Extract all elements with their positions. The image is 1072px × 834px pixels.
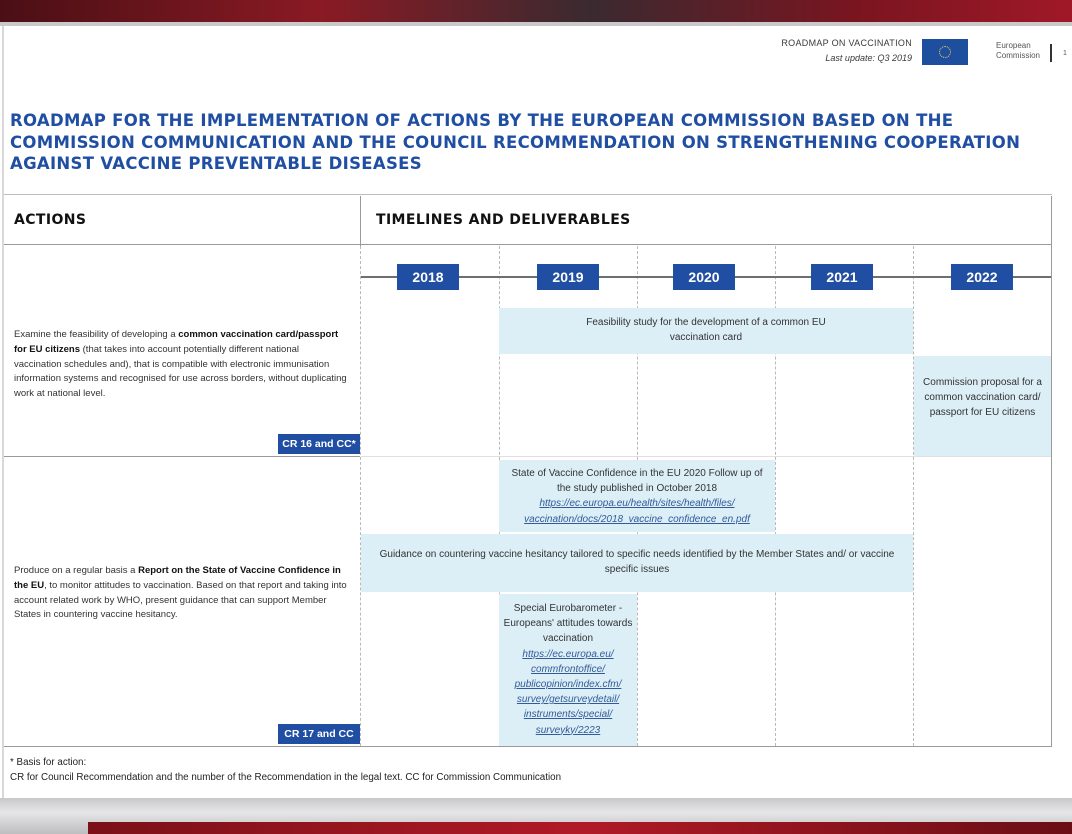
deliverable-feasibility-study: Feasibility study for the development of a common EU vaccination card — [499, 308, 913, 354]
footnote — [10, 755, 561, 785]
european-commission-logo — [922, 34, 1052, 68]
action-vaccine-confidence-report: Produce on a regular basis a Report on the State of Vaccine Confidence in the EU, to monitor attitudes to vaccination. Based on that report and taking into account related work by WHO, present guidance that can support Member States in countering vaccine hesitancy. — [14, 565, 347, 621]
video-top-band — [0, 0, 1072, 24]
year-2021: 2021 — [811, 264, 873, 290]
table-right-border — [1051, 196, 1052, 747]
basis-badge-cr16: CR 16 and CC* — [278, 434, 360, 454]
eu-flag-icon — [922, 39, 968, 65]
page-number: 1 — [1063, 50, 1067, 57]
logo-line-1: European — [996, 41, 1031, 50]
deliverable-eurobarometer — [499, 594, 637, 746]
title-divider — [4, 194, 1052, 195]
year-2022: 2022 — [951, 264, 1013, 290]
page-title: ROADMAP FOR THE IMPLEMENTATION OF ACTIONS BY THE EUROPEAN COMMISSION BASED ON THE COMMISSION COMMUNICATION AND THE COUNCIL RECOMMENDATION ON STRENGTHENING COOPERATION AGAINST VACCINE PREVENTABLE DISEASES — [10, 111, 1021, 173]
table-bottom-border — [4, 746, 1052, 747]
header-col-divider — [360, 196, 361, 246]
deliverable-confidence-report — [499, 460, 775, 532]
basis-badge-cr17: CR 17 and CC — [278, 724, 360, 744]
footnote-text: CR for Council Recommendation and the number of the Recommendation in the legal text. CC for Commission Communication — [10, 772, 562, 783]
actions-column-header: ACTIONS — [14, 212, 87, 228]
year-2018: 2018 — [397, 264, 459, 290]
confidence-report-text: State of Vaccine Confidence in the EU 2020 Follow up of the study published in October 2018 — [511, 468, 763, 495]
row-divider — [4, 456, 360, 457]
deliverable-guidance: Guidance on countering vaccine hesitancy tailored to specific needs identified by the Member States and/ or vaccine specific issues — [361, 534, 913, 592]
action-vaccination-card: Examine the feasibility of developing a common vaccination card/passport for EU citizens (that takes into account potentially different national vaccination schedules and), that is compatible with electronic immunisation information systems and recognised for use across borders, without duplicating work at national level. — [14, 329, 347, 400]
logo-line-2: Commission — [996, 51, 1041, 60]
video-bottom-red-bar — [88, 822, 1072, 834]
doc-label: ROADMAP ON VACCINATION — [781, 38, 912, 48]
header-row-divider — [4, 244, 1052, 245]
document-page — [2, 26, 1072, 798]
timelines-column-header: TIMELINES AND DELIVERABLES — [376, 212, 631, 228]
eurobarometer-link[interactable]: https://ec.europa.eu/ commfrontoffice/ publicopinion/index.cfm/ survey/getsurveydetail/ instruments/special/ surveyky/2223 — [514, 648, 622, 736]
year-2019: 2019 — [537, 264, 599, 290]
footnote-heading: * Basis for action: — [10, 757, 87, 768]
year-2020: 2020 — [673, 264, 735, 290]
eurobarometer-text: Special Eurobarometer - Europeans' attitudes towards vaccination — [503, 603, 633, 645]
confidence-report-link[interactable]: https://ec.europa.eu/health/sites/health/files/ vaccination/docs/2018_vaccine_confidence_en.pdf — [524, 498, 750, 525]
last-update: Last update: Q3 2019 — [825, 53, 912, 63]
deliverable-commission-proposal: Commission proposal for a common vaccination card/ passport for EU citizens — [914, 356, 1051, 456]
